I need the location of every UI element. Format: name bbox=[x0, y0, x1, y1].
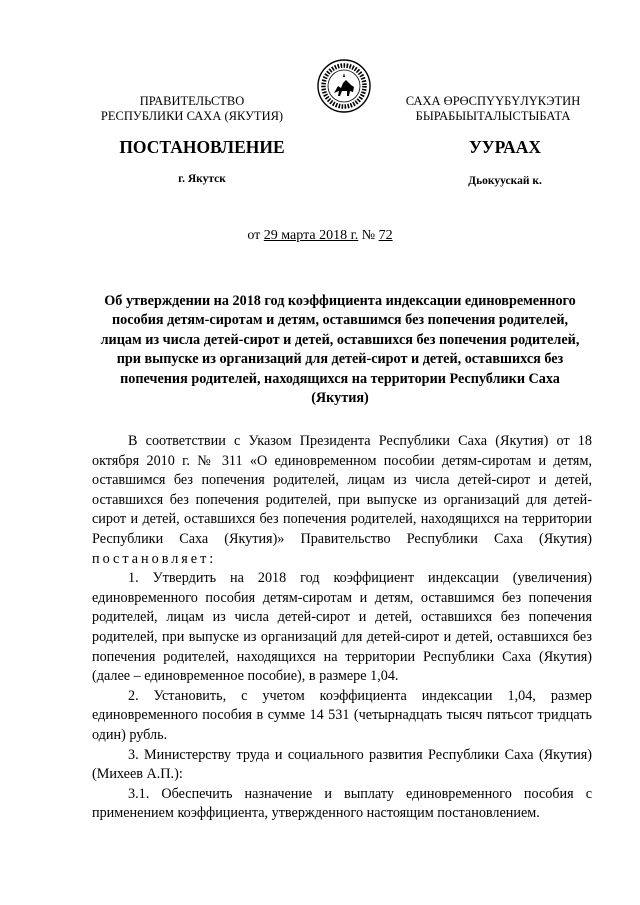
item-paragraph: 1. Утвердить на 2018 год коэффициент индексации (увеличения) единовременного пособия детям-сиротам и детям, оставшимся без попечения родителей, лицам из числа детей-сирот и детей, оставшихся без попечения родителей, при выпуске из организаций для детей-сирот и детей, оставшихся без попечения родителей, находящихся на территории Республики Саха (Якутия) (далее – единовременное пособие), в размере 1,04. bbox=[92, 570, 592, 685]
decree-body bbox=[92, 432, 592, 824]
city-yakut: Дьокуускай к. bbox=[468, 175, 542, 187]
number-prefix: № bbox=[358, 228, 379, 243]
doc-type-russian: ПОСТАНОВЛЕНИЕ bbox=[119, 137, 285, 157]
org-name-line-1: ПРАВИТЕЛЬСТВО bbox=[139, 94, 245, 108]
item-paragraph: 3. Министерству труда и социального развития Республики Саха (Якутия) (Михеев А.П.): bbox=[92, 746, 592, 783]
item-paragraph: 3.1. Обеспечить назначение и выплату единовременного пособия с применением коэффициента, утвержденного настоящим постановлением. bbox=[92, 785, 592, 822]
city-russian: г. Якутск bbox=[178, 173, 226, 185]
date-prefix: от bbox=[247, 228, 264, 243]
org-name-yakut bbox=[388, 94, 598, 124]
doc-type-yakut: УУРААХ bbox=[468, 137, 542, 157]
decree-date: 29 марта 2018 г. bbox=[263, 228, 359, 243]
decree-subject: Об утверждении на 2018 год коэффициента индексации единовременного пособия детям-сиротам и детям, оставшимся без попечения родителей, лицам из числа детей-сирот и детей, оставшихся без попечения родителей, при выпуске из организаций для детей-сирот и детей, оставшихся без попечения родителей, находящихся на территории Республики Саха (Якутия) bbox=[100, 293, 580, 407]
preamble-paragraph bbox=[92, 432, 592, 569]
item-paragraph: 2. Установить, с учетом коэффициента индексации 1,04, размер единовременного пособия в сумме 14 531 (четырнадцать тысяч пятьсот тридцать один) рубль. bbox=[92, 687, 592, 743]
preamble-text: В соответствии с Указом Президента Республики Саха (Якутия) от 18 октября 2010 г. № 311 «О единовременном пособии детям-сиротам и детям, оставшимся без попечения родителей, лицам из числа детей-сирот и детей, оставшихся без попечения родителей, при выпуске из организаций для детей-сирот и детей, оставшихся без попечения родителей, находящихся на территории Республики Саха (Якутия)» Правительство Республики Саха (Якутия) bbox=[92, 433, 592, 547]
coat-of-arms-emblem bbox=[316, 58, 372, 114]
org-name-russian bbox=[92, 94, 292, 124]
decree-word: постановляет: bbox=[92, 550, 217, 567]
org-name-yakut-line-1: САХА ӨРӨСПҮҮБҮЛҮКЭТИН bbox=[405, 94, 581, 108]
date-number-line bbox=[0, 228, 640, 244]
org-name-yakut-line-2: БЫРАБЫЫТАЛЫСТЫБАТА bbox=[415, 109, 571, 123]
org-name-line-2: РЕСПУБЛИКИ САХА (ЯКУТИЯ) bbox=[100, 109, 284, 123]
decree-number: 72 bbox=[378, 228, 393, 243]
